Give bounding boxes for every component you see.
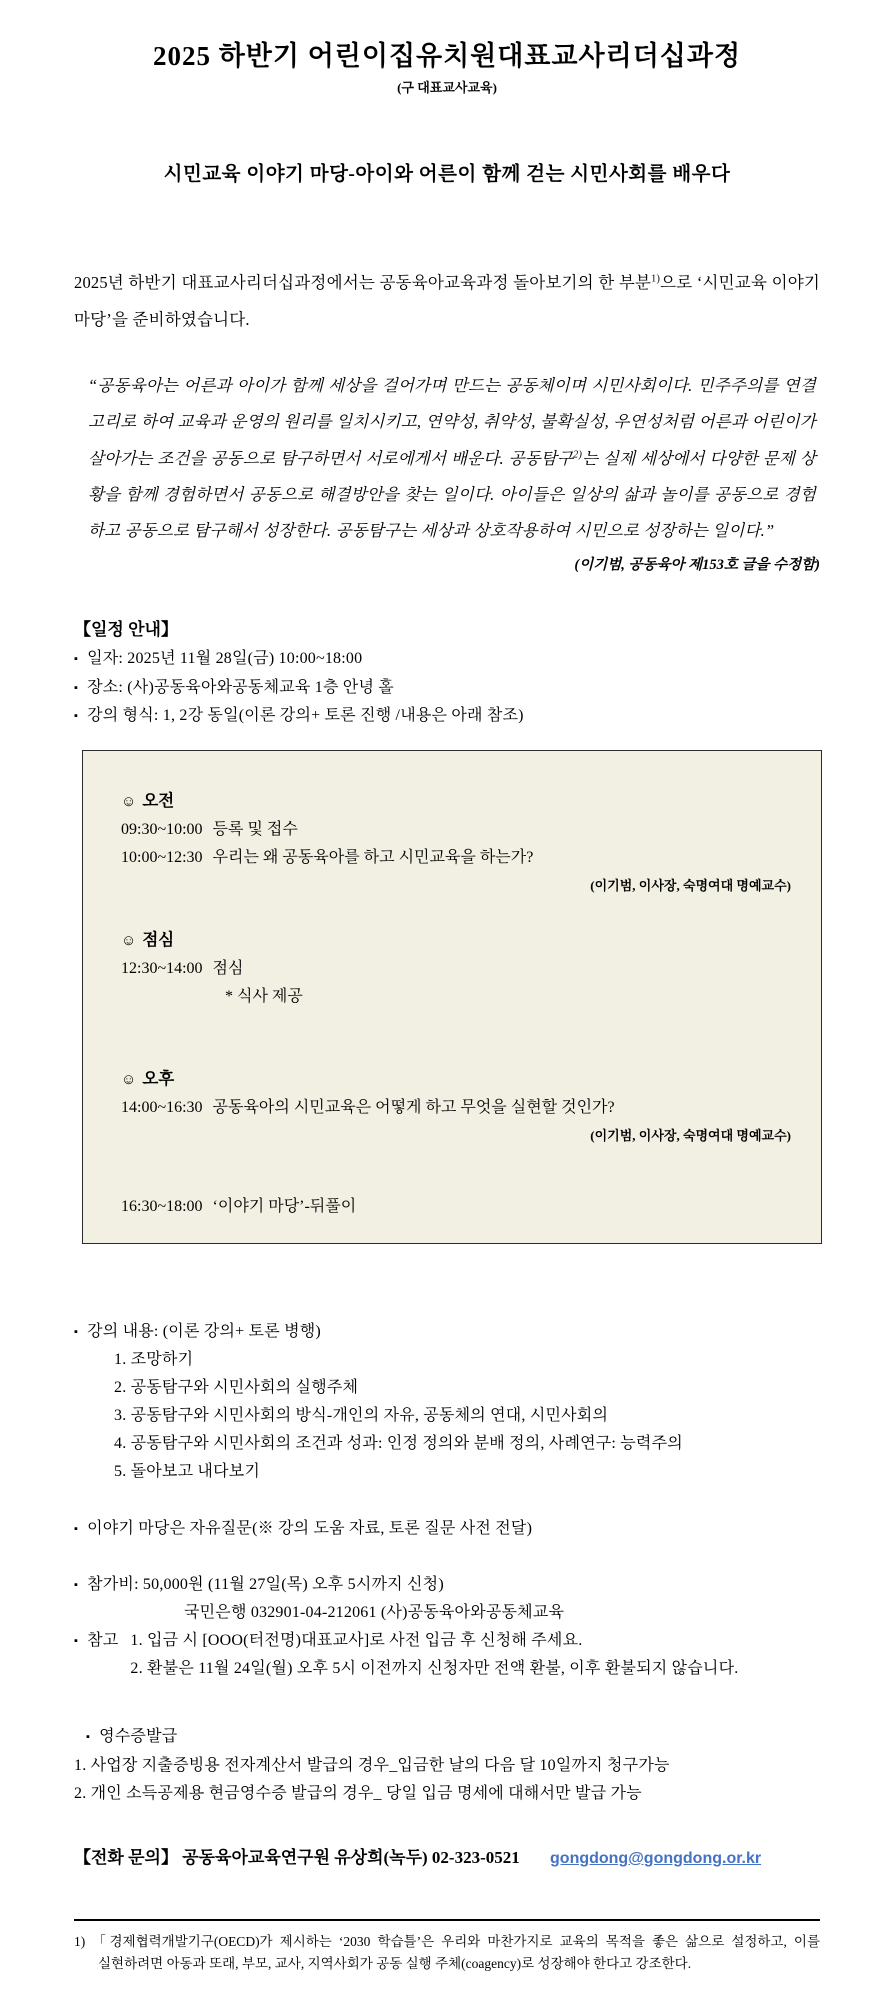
notes-line <box>74 1627 820 1683</box>
bank-account-line: 국민은행 032901-04-212061 (사)공동육아와공동체교육 <box>184 1603 565 1621</box>
contact-text: 공동육아교육연구원 유상희(녹두) 02-323-0521 <box>182 1847 520 1867</box>
bullet-icon: ▪ <box>74 1522 79 1535</box>
lecture-item: 5. 돌아보고 내다보기 <box>114 1463 261 1481</box>
smiley-icon: ☺ <box>121 793 137 810</box>
morning-speaker: (이기범, 이사장, 숙명여대 명예교수) <box>590 877 791 893</box>
timetable-row <box>121 955 791 983</box>
note-item: 2. 환불은 11월 24일(월) 오후 5시 이전까지 신청자만 전액 환불, 이후 환불되지 않습니다. <box>130 1660 739 1678</box>
contact-email-link[interactable]: gongdong@gongdong.or.kr <box>550 1849 762 1867</box>
doc-headline: 시민교육 이야기 마당-아이와 어른이 함께 걷는 시민사회를 배우다 <box>163 163 731 185</box>
note-item: 1. 입금 시 [OOO(터전명)대표교사]로 사전 입금 후 신청해 주세요. <box>130 1632 583 1650</box>
receipt-item: 2. 개인 소득공제용 현금영수증 발급의 경우_ 당일 입금 명세에 대해서만 발급 가능 <box>74 1784 642 1802</box>
timetable-row <box>121 816 791 844</box>
schedule-place: 장소: (사)공동육아와공동체교육 1층 안녕 홀 <box>87 678 394 696</box>
timetable-box <box>82 750 822 1244</box>
doc-subtitle: (구 대표교사교육) <box>397 79 497 95</box>
quote-block <box>88 368 816 549</box>
lecture-item: 1. 조망하기 <box>114 1350 194 1368</box>
receipt-heading-line <box>86 1723 820 1751</box>
row-text: 점심 <box>212 960 244 978</box>
notes-label: 참고 <box>87 1632 119 1650</box>
bullet-icon: ▪ <box>74 709 79 722</box>
intro-text-tail: 으로 ‘시민교육 이야기 마당’을 준비하였습니다. <box>74 272 820 329</box>
smiley-icon: ☺ <box>121 1072 137 1089</box>
bullet-icon: ▪ <box>74 1578 79 1591</box>
row-time: 12:30~14:00 <box>121 960 203 978</box>
quote-text-tail: 는 실제 세상에서 다양한 문제 상황을 함께 경험하면서 공동으로 해결방안을 찾는 일이다. 아이들은 일상의 삶과 놀이를 공동으로 경험하고 공동으로 탐구해서 성장한다. 공동탐구는 세상과 상호작용하여 시민으로 성장하는 일이다.” <box>88 448 816 541</box>
timetable-row <box>121 1094 791 1122</box>
schedule-date-line <box>74 645 820 673</box>
lunch-label-text: 점심 <box>142 930 175 950</box>
timetable-row <box>121 844 791 872</box>
lecture-items <box>74 1346 820 1487</box>
smiley-icon: ☺ <box>121 933 137 950</box>
contact-label: 【전화 문의】 <box>74 1847 178 1867</box>
lecture-item: 2. 공동탐구와 시민사회의 실행주체 <box>114 1378 359 1396</box>
quote-attribution: (이기범, 공동육아 제153호 글을 수정함) <box>574 557 820 574</box>
notes-items <box>130 1627 820 1683</box>
lecture-section <box>74 1318 820 1487</box>
timetable-closing-group <box>121 1193 791 1221</box>
row-time: 09:30~10:00 <box>121 820 203 838</box>
contact-line <box>74 1844 820 1873</box>
morning-label-text: 오전 <box>142 790 175 810</box>
row-time: 16:30~18:00 <box>121 1197 203 1215</box>
timetable-afternoon-group <box>121 1065 791 1150</box>
afternoon-label-text: 오후 <box>142 1069 175 1089</box>
row-text: 우리는 왜 공동육아를 하고 시민교육을 하는가? <box>212 848 534 866</box>
timetable-lunch-label <box>121 926 791 955</box>
schedule-place-line <box>74 674 820 702</box>
timetable-morning-group <box>121 787 791 900</box>
footnote-text: 1) 「경제협력개발기구(OECD)가 제시하는 ‘2030 학습틀’은 우리와 마찬가지로 교육의 목적을 좋은 삶으로 설정하고, 이를 실현하려면 아동과 또래, 부모, 교사, 지역사회가 공동 실행 주체(coagency)로 성장해야 한다고 강조한다. <box>74 1933 820 1971</box>
schedule-date: 일자: 2025년 11월 28일(금) 10:00~18:00 <box>87 650 363 668</box>
lecture-item: 4. 공동탐구와 시민사회의 조건과 성과: 인정 정의와 분배 정의, 사례연구: 능력주의 <box>114 1435 683 1453</box>
schedule-format-line <box>74 702 820 730</box>
fee-text: 참가비: 50,000원 (11월 27일(목) 오후 5시까지 신청) <box>87 1575 444 1593</box>
row-time: 14:00~16:30 <box>121 1099 203 1117</box>
receipt-item: 1. 사업장 지출증빙용 전자계산서 발급의 경우_입금한 날의 다음 달 10일까지 청구가능 <box>74 1756 670 1774</box>
bullet-icon: ▪ <box>74 1635 79 1648</box>
schedule-format: 강의 형식: 1, 2강 동일(이론 강의+ 토론 진행 /내용은 아래 참조) <box>87 706 524 724</box>
bullet-icon: ▪ <box>74 1325 79 1338</box>
free-question-line <box>74 1515 820 1543</box>
free-question-text: 이야기 마당은 자유질문(※ 강의 도움 자료, 토론 질문 사전 전달) <box>87 1519 533 1537</box>
timetable-lunch-group <box>121 926 791 1011</box>
lunch-note: * 식사 제공 <box>225 988 303 1006</box>
footnote-ref-1: 1) <box>651 273 661 285</box>
timetable-morning-label <box>121 787 791 816</box>
doc-title: 2025 하반기 어린이집유치원대표교사리더십과정 <box>152 41 742 71</box>
schedule-section-title: 【일정 안내】 <box>74 620 178 640</box>
lecture-item: 3. 공동탐구와 시민사회의 방식-개인의 자유, 공동체의 연대, 시민사회의 <box>114 1407 609 1425</box>
timetable-row <box>121 1193 791 1221</box>
bullet-icon: ▪ <box>74 681 79 694</box>
row-text: ‘이야기 마당’-뒤풀이 <box>212 1197 357 1215</box>
footnote-divider <box>74 1919 820 1921</box>
timetable-afternoon-label <box>121 1065 791 1094</box>
row-text: 등록 및 접수 <box>212 820 298 838</box>
lecture-heading: 강의 내용: (이론 강의+ 토론 병행) <box>87 1322 321 1340</box>
intro-paragraph <box>74 264 820 338</box>
footnote-ref-2: 2) <box>573 449 583 461</box>
quote-text: “공동육아는 어른과 아이가 함께 세상을 걸어가며 만드는 공동체이며 시민사회이다. 민주주의를 연결고리로 하여 교육과 운영의 원리를 일치시키고, 연약성, 취약성, 불확실성, 우연성처럼 어른과 어린이가 살아가는 조건을 공동으로 탐구하면서 서로에게서 배운다. 공동탐구 <box>88 376 816 468</box>
lecture-heading-line <box>74 1318 820 1346</box>
receipt-heading: 영수증발급 <box>99 1728 178 1746</box>
bullet-icon: ▪ <box>86 1731 91 1744</box>
afternoon-speaker: (이기범, 이사장, 숙명여대 명예교수) <box>590 1128 791 1144</box>
row-text: 공동육아의 시민교육은 어떻게 하고 무엇을 실현할 것인가? <box>212 1099 615 1117</box>
bullet-icon: ▪ <box>74 653 79 666</box>
row-time: 10:00~12:30 <box>121 848 203 866</box>
fee-line <box>74 1571 820 1599</box>
intro-text: 2025년 하반기 대표교사리더십과정에서는 공동육아교육과정 돌아보기의 한 부분 <box>74 272 652 292</box>
